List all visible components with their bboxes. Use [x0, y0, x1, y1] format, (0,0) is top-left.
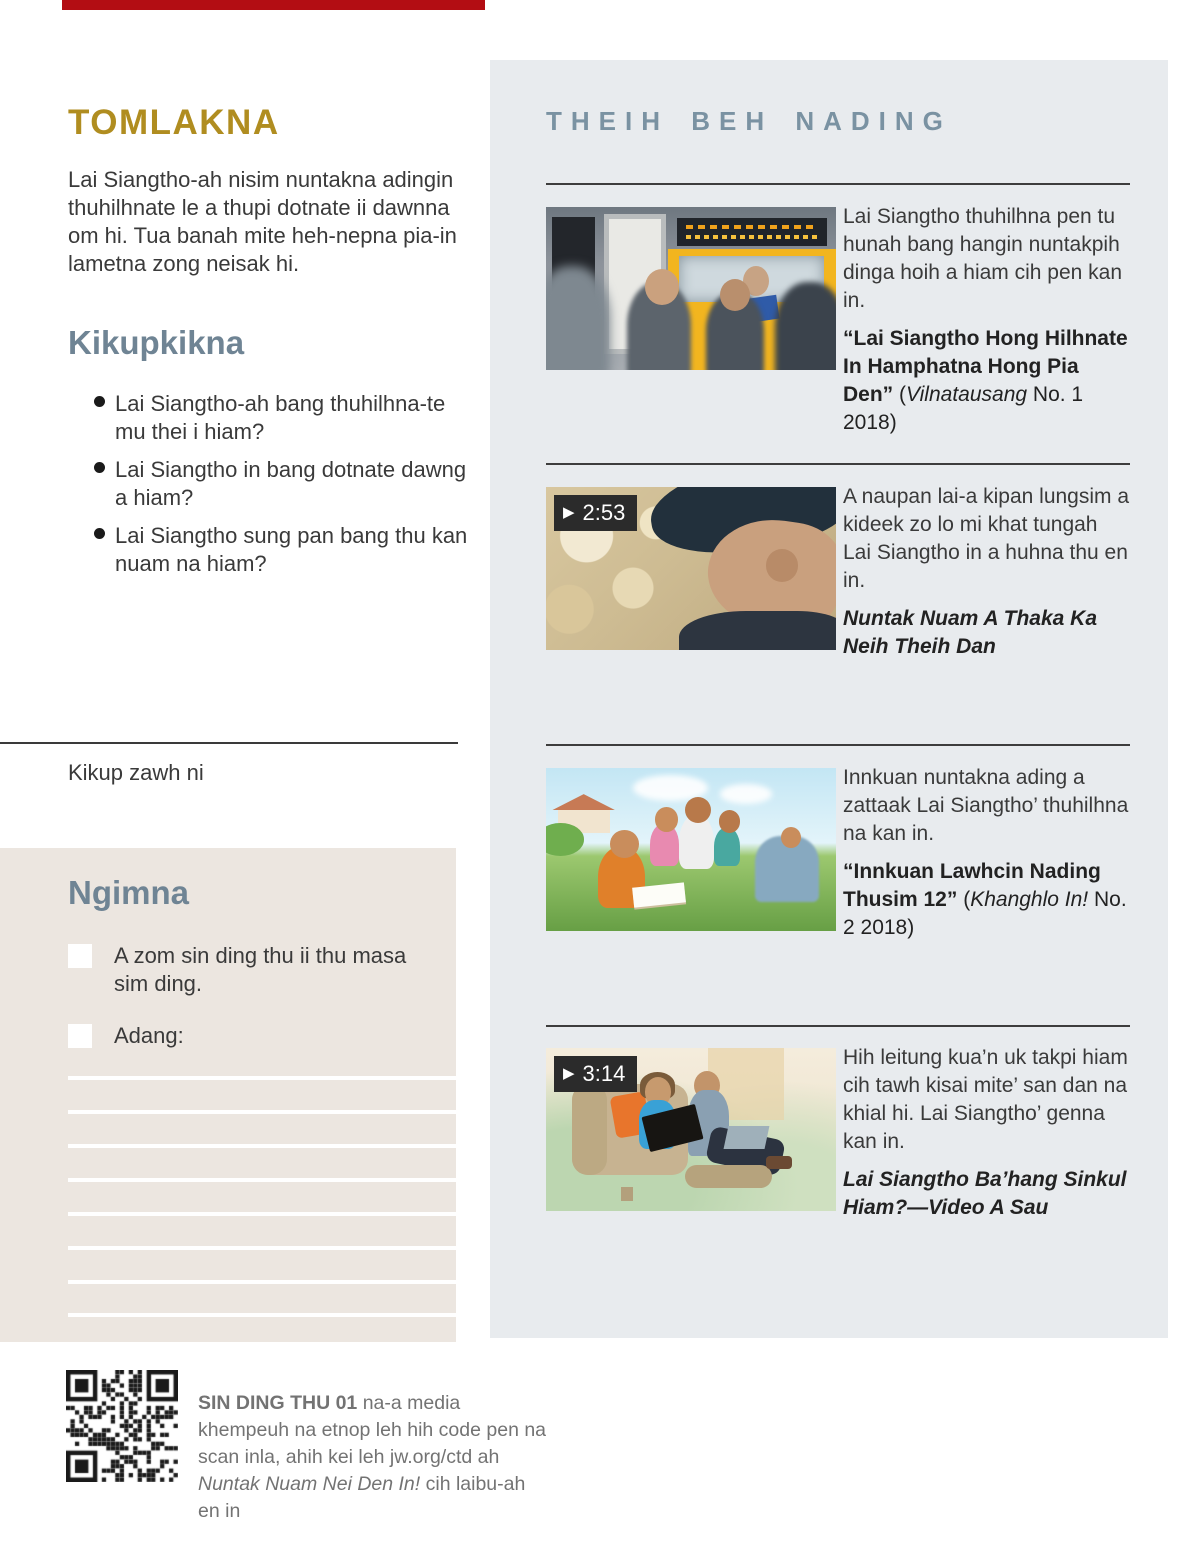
bullet-icon [94, 396, 105, 407]
man-jacket [679, 611, 836, 650]
family-outdoors-thumbnail[interactable] [546, 768, 836, 931]
media-item-text [843, 1044, 1130, 1222]
media-panel [490, 60, 1168, 1338]
item-reference[interactable]: Lai Siangtho Ba’hang Sinkul Hiam?—Video A Sau [843, 1168, 1127, 1219]
writing-line [68, 1178, 456, 1182]
footer-instructions: SIN DING THU 01 na-a media khempeuh na etnop leh hih code pen na scan inla, ahih kei leh jw.org/ctd ah Nuntak Nuam Nei Den In! cih laibu-ah en in [198, 1392, 547, 1522]
review-question: Lai Siangtho in bang dotnate dawng a hiam? [68, 456, 468, 512]
item-reference[interactable]: “Innkuan Lawhcin Nading Thusim 12” (Khanghlo In! No. 2 2018) [843, 860, 1127, 939]
cloud [720, 784, 772, 804]
item-paragraph: Innkuan nuntakna ading a zattaak Lai Siangtho’ thuhilhna na kan in. [843, 766, 1129, 845]
item-reference[interactable]: Nuntak Nuam A Thaka Ka Neih Theih Dan [843, 607, 1097, 658]
child-head [655, 807, 678, 831]
couple-couch-video-thumbnail[interactable] [546, 1048, 836, 1211]
item-divider [546, 1025, 1130, 1027]
child-head [719, 810, 741, 833]
qr-code [66, 1370, 178, 1482]
house-roof [552, 794, 616, 810]
bullet-icon [94, 528, 105, 539]
review-title: Kikupkikna [68, 324, 245, 361]
video-duration-badge: ▶ 3:14 [554, 1056, 637, 1092]
completion-label: Kikup zawh ni [68, 760, 204, 785]
writing-line [68, 1076, 456, 1080]
shoe [766, 1156, 792, 1169]
goal-label: Adang: [114, 1023, 184, 1048]
media-item-text [843, 203, 1130, 437]
blurred-commuter [775, 282, 836, 370]
summary-body: Lai Siangtho-ah nisim nuntakna adingin thuhilhnate le a thupi dotnate ii dawnna om hi. Tua banah mite heh-nepna pia-in lametna zong neisak hi. [68, 167, 457, 276]
item-divider [546, 744, 1130, 746]
couch-leg [621, 1187, 633, 1202]
review-question: Lai Siangtho sung pan bang thu kan nuam na hiam? [68, 522, 468, 578]
lesson-number-label: SIN DING THU 01 [198, 1392, 358, 1414]
publication-title: Nuntak Nuam Nei Den In! [198, 1473, 421, 1495]
man-ear [766, 549, 798, 582]
item-reference[interactable]: “Lai Siangtho Hong Hilhnate In Hamphatna Hong Pia Den” (Vilnatausang No. 1 2018) [843, 327, 1128, 434]
writing-line [68, 1212, 456, 1216]
man-beret-video-thumbnail[interactable] [546, 487, 836, 650]
item-paragraph: A naupan lai-a kipan lungsim a kideek zo lo mi khat tungah Lai Siangtho in a huhna thu en in. [843, 485, 1130, 592]
commuter-head [645, 269, 679, 305]
couch-armrest [572, 1084, 607, 1175]
item-paragraph: Hih leitung kua’n uk takpi hiam cih tawh kisai mite’ san dan na khial hi. Lai Siangtho’ genna kan in. [843, 1046, 1128, 1153]
lesson-accent-bar [62, 0, 485, 10]
goal-label: A zom sin ding thu ii thu masa sim ding. [114, 943, 407, 996]
blurred-commuter [546, 266, 610, 370]
goals-title: Ngimna [68, 874, 190, 911]
notes-writing-lines[interactable] [0, 848, 456, 1342]
commuter-head [720, 279, 750, 311]
floor-cushion [685, 1165, 772, 1188]
open-book [632, 883, 686, 908]
father-head [610, 830, 639, 858]
commuters-tram-thumbnail[interactable] [546, 207, 836, 370]
video-duration-badge: ▶ 2:53 [554, 495, 637, 531]
play-icon: ▶ [563, 1065, 575, 1082]
media-item-text [843, 764, 1130, 942]
laptop [723, 1126, 768, 1149]
writing-line [68, 1313, 456, 1317]
item-divider [546, 463, 1130, 465]
summary-title: TOMLAKNA [68, 103, 280, 142]
writing-line [68, 1144, 456, 1148]
figure-head [781, 827, 801, 848]
review-question-list [68, 390, 468, 588]
departure-board [677, 218, 828, 246]
media-panel-title: THEIH BEH NADING [546, 106, 952, 136]
review-question: Lai Siangtho-ah bang thuhilhna-te mu thei i hiam? [68, 390, 468, 446]
item-paragraph: Lai Siangtho thuhilhna pen tu hunah bang hangin nuntakpih dinga hoih a hiam cih pen kan in. [843, 205, 1123, 312]
writing-line [68, 1110, 456, 1114]
writing-line [68, 1280, 456, 1284]
goals-panel [0, 848, 456, 1342]
media-item-text [843, 483, 1130, 661]
play-icon: ▶ [563, 504, 575, 521]
left-section-divider [0, 742, 458, 744]
tree [546, 823, 584, 856]
item-divider [546, 183, 1130, 185]
bullet-icon [94, 462, 105, 473]
writing-line [68, 1246, 456, 1250]
